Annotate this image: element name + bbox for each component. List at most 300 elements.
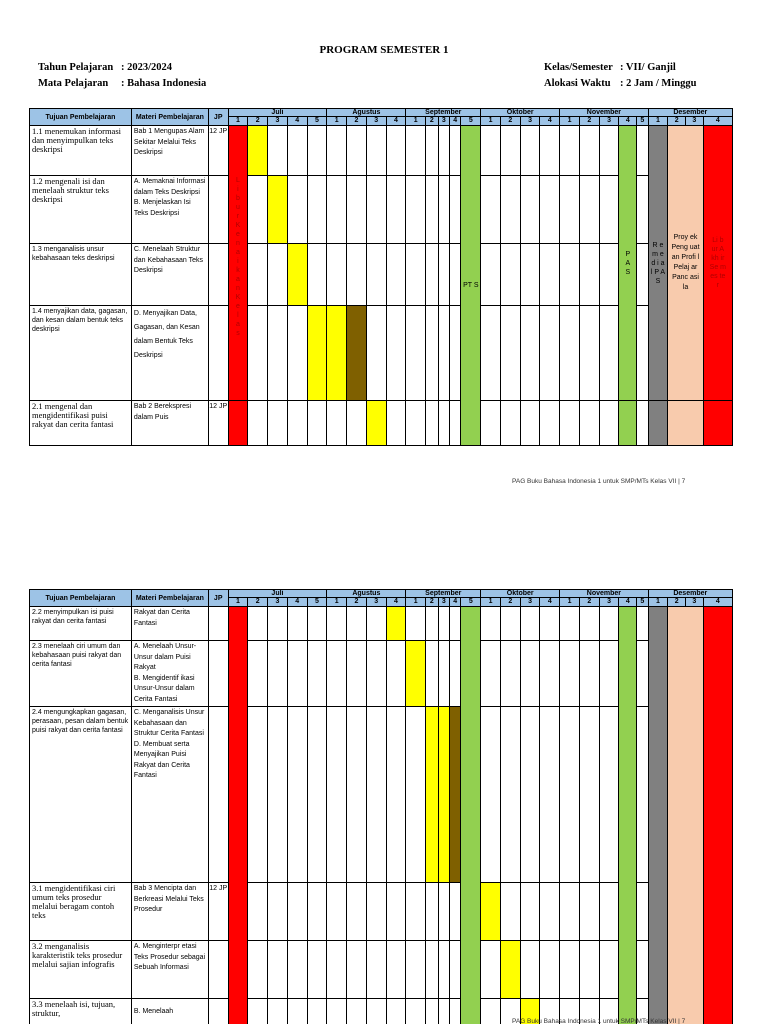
empty-cell	[406, 999, 426, 1024]
empty-cell	[287, 306, 307, 401]
week-cell: 3	[268, 598, 288, 607]
header-month-agustus: Agustus	[327, 109, 406, 117]
jp-cell	[208, 999, 228, 1024]
empty-cell	[540, 126, 560, 176]
empty-cell	[248, 707, 268, 883]
empty-cell	[307, 401, 327, 446]
empty-cell	[406, 607, 426, 641]
empty-cell	[248, 401, 268, 446]
empty-cell	[406, 126, 426, 176]
empty-cell	[450, 176, 461, 244]
week-cell: 3	[599, 598, 619, 607]
empty-cell	[366, 707, 386, 883]
assessment-cell	[347, 306, 367, 401]
header-month-september: September	[406, 590, 481, 598]
week-cell: 1	[327, 117, 347, 126]
empty-cell	[481, 707, 501, 883]
empty-cell	[637, 126, 648, 176]
activity-cell	[248, 126, 268, 176]
empty-cell	[637, 306, 648, 401]
empty-cell	[481, 126, 501, 176]
week-cell: 4	[386, 598, 406, 607]
empty-cell	[386, 244, 406, 306]
empty-cell	[327, 126, 347, 176]
week-cell: 3	[520, 598, 540, 607]
empty-cell	[426, 941, 438, 999]
empty-cell	[406, 707, 426, 883]
empty-cell	[406, 176, 426, 244]
empty-cell	[287, 999, 307, 1024]
empty-cell	[426, 126, 438, 176]
jp-cell	[208, 707, 228, 883]
empty-cell	[520, 244, 540, 306]
jp-cell	[208, 306, 228, 401]
week-cell: 3	[520, 117, 540, 126]
empty-cell	[637, 883, 648, 941]
empty-cell	[520, 883, 540, 941]
week-cell: 1	[648, 117, 668, 126]
activity-cell	[406, 641, 426, 707]
empty-cell	[366, 941, 386, 999]
header-month-desember: Desember	[648, 590, 732, 598]
empty-cell	[481, 941, 501, 999]
header-tujuan: Tujuan Pembelajaran	[30, 109, 132, 126]
libur-kenaikan-cell: L i b u r K e n a i k a n K e l a s	[228, 126, 248, 401]
empty-cell	[560, 244, 580, 306]
empty-cell	[450, 607, 461, 641]
empty-cell	[481, 641, 501, 707]
empty-cell	[386, 306, 406, 401]
empty-cell	[450, 126, 461, 176]
empty-cell	[366, 999, 386, 1024]
header-month-november: November	[560, 109, 648, 117]
empty-cell	[366, 306, 386, 401]
empty-cell	[560, 126, 580, 176]
empty-cell	[347, 707, 367, 883]
empty-cell	[406, 401, 426, 446]
empty-cell	[366, 176, 386, 244]
empty-cell	[366, 883, 386, 941]
mp-cell: B. Menelaah	[131, 999, 208, 1024]
empty-cell	[406, 244, 426, 306]
table-row	[30, 126, 733, 176]
empty-cell	[579, 707, 599, 883]
week-cell: 3	[686, 117, 704, 126]
week-cell: 4	[386, 117, 406, 126]
empty-cell	[327, 999, 347, 1024]
empty-cell	[268, 244, 288, 306]
empty-cell	[327, 883, 347, 941]
empty-cell	[268, 941, 288, 999]
week-cell: 2	[579, 117, 599, 126]
activity-cell	[438, 707, 449, 883]
empty-cell	[307, 999, 327, 1024]
empty-cell	[347, 883, 367, 941]
empty-cell	[540, 176, 560, 244]
week-cell: 1	[560, 117, 580, 126]
week-cell: 5	[637, 598, 648, 607]
empty-cell	[268, 999, 288, 1024]
empty-cell	[579, 941, 599, 999]
libur-akhir-cell	[703, 401, 732, 446]
week-cell: 3	[366, 598, 386, 607]
empty-cell	[520, 306, 540, 401]
mp-cell: Bab 1 Mengupas Alam Sekitar Melalui Teks Deskripsi	[131, 126, 208, 176]
empty-cell	[540, 607, 560, 641]
empty-cell	[287, 176, 307, 244]
empty-cell	[386, 176, 406, 244]
empty-cell	[500, 883, 520, 941]
schedule-table-1	[29, 108, 733, 446]
week-cell: 2	[248, 117, 268, 126]
week-cell: 4	[703, 117, 732, 126]
page-title: PROGRAM SEMESTER 1	[319, 44, 449, 56]
empty-cell	[347, 641, 367, 707]
empty-cell	[481, 607, 501, 641]
empty-cell	[500, 176, 520, 244]
empty-cell	[579, 883, 599, 941]
jp-cell	[208, 607, 228, 641]
empty-cell	[450, 883, 461, 941]
week-cell: 3	[438, 117, 449, 126]
empty-cell	[637, 941, 648, 999]
empty-cell	[540, 941, 560, 999]
empty-cell	[406, 883, 426, 941]
week-cell: 4	[619, 598, 637, 607]
header-month-oktober: Oktober	[481, 590, 560, 598]
libur-cell	[228, 607, 248, 1024]
empty-cell	[450, 244, 461, 306]
mp-cell: A. Menginterpr etasi Teks Prosedur sebagai Sebuah Informasi	[131, 941, 208, 999]
remedial-cell	[648, 607, 668, 1024]
activity-cell	[327, 306, 347, 401]
empty-cell	[426, 641, 438, 707]
empty-cell	[386, 401, 406, 446]
week-cell: 4	[287, 598, 307, 607]
empty-cell	[386, 941, 406, 999]
week-cell: 1	[228, 117, 248, 126]
week-cell: 4	[287, 117, 307, 126]
week-cell: 4	[619, 117, 637, 126]
empty-cell	[637, 244, 648, 306]
jp-cell: 12 JP	[208, 401, 228, 446]
empty-cell	[366, 607, 386, 641]
week-cell: 5	[307, 598, 327, 607]
week-cell: 2	[579, 598, 599, 607]
activity-cell	[500, 941, 520, 999]
empty-cell	[579, 607, 599, 641]
empty-cell	[560, 707, 580, 883]
empty-cell	[599, 244, 619, 306]
activity-cell	[287, 244, 307, 306]
empty-cell	[438, 883, 449, 941]
empty-cell	[540, 401, 560, 446]
empty-cell	[386, 999, 406, 1024]
empty-cell	[438, 641, 449, 707]
header-month-desember: Desember	[648, 109, 732, 117]
jp-cell	[208, 641, 228, 707]
empty-cell	[481, 306, 501, 401]
empty-cell	[268, 126, 288, 176]
header-jp: JP	[208, 590, 228, 607]
week-cell: 1	[560, 598, 580, 607]
empty-cell	[347, 401, 367, 446]
jp-cell	[208, 941, 228, 999]
empty-cell	[637, 176, 648, 244]
tp-cell: 3.2 menganalisis karakteristik teks prosedur melalui sajian infografis	[30, 941, 132, 999]
proyek-cell	[668, 607, 703, 1024]
mp-cell: D. Menyajikan Data, Gagasan, dan Kesan dalam Bentuk Teks Deskripsi	[131, 306, 208, 401]
empty-cell	[327, 607, 347, 641]
mp-cell: Bab 3 Mencipta dan Berkreasi Melalui Teks Prosedur	[131, 883, 208, 941]
empty-cell	[481, 244, 501, 306]
tahun-label: Tahun Pelajaran	[38, 62, 114, 73]
libur-akhir-cell: Li b ur A kh ir Se m es te r	[703, 126, 732, 401]
empty-cell	[500, 707, 520, 883]
empty-cell	[248, 607, 268, 641]
empty-cell	[327, 401, 347, 446]
pts-cell	[461, 607, 481, 1024]
empty-cell	[599, 641, 619, 707]
remedial-cell: R e m e d i a l P A S	[648, 126, 668, 401]
week-cell: 4	[703, 598, 732, 607]
empty-cell	[307, 126, 327, 176]
week-cell: 5	[637, 117, 648, 126]
empty-cell	[438, 607, 449, 641]
empty-cell	[599, 126, 619, 176]
remedial-cell	[648, 401, 668, 446]
assessment-cell	[450, 707, 461, 883]
empty-cell	[540, 707, 560, 883]
empty-cell	[599, 707, 619, 883]
pas-cell	[619, 607, 637, 1024]
empty-cell	[481, 401, 501, 446]
alokasi-label: Alokasi Waktu	[544, 78, 611, 89]
empty-cell	[426, 607, 438, 641]
empty-cell	[366, 244, 386, 306]
jp-cell: 12 JP	[208, 883, 228, 941]
week-cell: 2	[347, 117, 367, 126]
empty-cell	[560, 607, 580, 641]
week-cell: 1	[406, 117, 426, 126]
empty-cell	[560, 306, 580, 401]
activity-cell	[386, 607, 406, 641]
header-materi: Materi Pembelajaran	[131, 109, 208, 126]
empty-cell	[540, 244, 560, 306]
empty-cell	[599, 176, 619, 244]
empty-cell	[406, 941, 426, 999]
empty-cell	[450, 999, 461, 1024]
week-cell: 3	[438, 598, 449, 607]
empty-cell	[307, 641, 327, 707]
mapel-value: : Bahasa Indonesia	[121, 78, 207, 89]
empty-cell	[438, 941, 449, 999]
mp-cell: Bab 2 Berekspresi dalam Puis	[131, 401, 208, 446]
empty-cell	[287, 401, 307, 446]
empty-cell	[248, 176, 268, 244]
empty-cell	[450, 306, 461, 401]
empty-cell	[540, 306, 560, 401]
empty-cell	[307, 607, 327, 641]
kelas-label: Kelas/Semester	[544, 62, 613, 73]
empty-cell	[248, 306, 268, 401]
empty-cell	[287, 941, 307, 999]
empty-cell	[520, 641, 540, 707]
empty-cell	[579, 401, 599, 446]
empty-cell	[347, 244, 367, 306]
empty-cell	[481, 176, 501, 244]
empty-cell	[426, 306, 438, 401]
empty-cell	[426, 244, 438, 306]
empty-cell	[637, 707, 648, 883]
empty-cell	[386, 126, 406, 176]
activity-cell	[268, 176, 288, 244]
week-cell: 4	[540, 598, 560, 607]
empty-cell	[450, 401, 461, 446]
empty-cell	[599, 306, 619, 401]
week-cell: 4	[450, 598, 461, 607]
week-cell: 2	[426, 598, 438, 607]
pts-cell: PT S	[461, 126, 481, 446]
week-cell: 2	[347, 598, 367, 607]
week-cell: 3	[268, 117, 288, 126]
empty-cell	[579, 641, 599, 707]
header-materi: Materi Pembelajaran	[131, 590, 208, 607]
header-month-november: November	[560, 590, 648, 598]
empty-cell	[438, 401, 449, 446]
empty-cell	[268, 401, 288, 446]
empty-cell	[637, 607, 648, 641]
tp-cell: 2.3 menelaah ciri umum dan kebahasaan puisi rakyat dan cerita fantasi	[30, 641, 132, 707]
header-month-oktober: Oktober	[481, 109, 560, 117]
meta-left	[38, 60, 206, 92]
kelas-value: : VII/ Ganjil	[620, 62, 676, 73]
week-cell: 1	[228, 598, 248, 607]
week-cell: 2	[426, 117, 438, 126]
empty-cell	[426, 401, 438, 446]
empty-cell	[347, 941, 367, 999]
empty-cell	[560, 941, 580, 999]
week-cell: 2	[668, 117, 686, 126]
proyek-cell: Proy ek Peng uatan Profi l Pelaj ar Panc asila	[668, 126, 703, 401]
empty-cell	[347, 999, 367, 1024]
jp-cell	[208, 244, 228, 306]
libur-cell	[228, 401, 248, 446]
empty-cell	[327, 941, 347, 999]
header-month-september: September	[406, 109, 481, 117]
tp-cell: 2.4 mengungkapkan gagasan, perasaan, pesan dalam bentuk puisi rakyat dan cerita fantasi	[30, 707, 132, 883]
empty-cell	[248, 999, 268, 1024]
week-cell: 2	[500, 117, 520, 126]
header-month-agustus: Agustus	[327, 590, 406, 598]
empty-cell	[248, 941, 268, 999]
empty-cell	[599, 607, 619, 641]
pas-cell	[619, 401, 637, 446]
tp-cell: 2.2 menyimpulkan isi puisi rakyat dan cerita fantasi	[30, 607, 132, 641]
empty-cell	[248, 641, 268, 707]
empty-cell	[307, 176, 327, 244]
activity-cell	[366, 401, 386, 446]
jp-cell	[208, 176, 228, 244]
empty-cell	[347, 607, 367, 641]
empty-cell	[347, 176, 367, 244]
proyek-cell	[668, 401, 703, 446]
activity-cell	[426, 707, 438, 883]
tp-cell: 1.3 menganalisis unsur kebahasaan teks deskripsi	[30, 244, 132, 306]
mapel-label: Mata Pelajaran	[38, 78, 109, 89]
week-cell: 2	[500, 598, 520, 607]
activity-cell	[307, 306, 327, 401]
empty-cell	[520, 941, 540, 999]
empty-cell	[500, 607, 520, 641]
footer-page-2: PAG Buku Bahasa Indonesia 1 untuk SMP/MTs Kelas VII | 7	[512, 1018, 686, 1024]
empty-cell	[386, 883, 406, 941]
empty-cell	[500, 306, 520, 401]
week-cell: 5	[307, 117, 327, 126]
mp-cell: C. Menelaah Struktur dan Kebahasaan Teks Deskripsi	[131, 244, 208, 306]
empty-cell	[248, 244, 268, 306]
alokasi-value: : 2 Jam / Minggu	[620, 78, 697, 89]
empty-cell	[307, 244, 327, 306]
empty-cell	[540, 883, 560, 941]
empty-cell	[520, 126, 540, 176]
empty-cell	[386, 641, 406, 707]
schedule-table-2	[29, 589, 733, 1024]
header-month-juli: Juli	[228, 590, 327, 598]
empty-cell	[307, 941, 327, 999]
header-tujuan: Tujuan Pembelajaran	[30, 590, 132, 607]
week-cell: 3	[599, 117, 619, 126]
empty-cell	[500, 641, 520, 707]
pas-cell: P A S	[619, 126, 637, 401]
week-cell: 1	[481, 598, 501, 607]
empty-cell	[637, 641, 648, 707]
empty-cell	[268, 306, 288, 401]
tp-cell: 1.2 mengenali isi dan menelaah struktur teks deskripsi	[30, 176, 132, 244]
empty-cell	[366, 641, 386, 707]
empty-cell	[426, 999, 438, 1024]
empty-cell	[579, 244, 599, 306]
empty-cell	[386, 707, 406, 883]
empty-cell	[500, 401, 520, 446]
empty-cell	[327, 244, 347, 306]
week-cell: 4	[450, 117, 461, 126]
libur-akhir-cell	[703, 607, 732, 1024]
empty-cell	[287, 126, 307, 176]
week-cell: 4	[540, 117, 560, 126]
empty-cell	[540, 641, 560, 707]
empty-cell	[438, 126, 449, 176]
empty-cell	[248, 883, 268, 941]
empty-cell	[438, 176, 449, 244]
table-row	[30, 607, 733, 641]
empty-cell	[307, 883, 327, 941]
empty-cell	[520, 176, 540, 244]
tp-cell: 3.3 menelaah isi, tujuan, struktur,	[30, 999, 132, 1024]
empty-cell	[560, 883, 580, 941]
empty-cell	[268, 883, 288, 941]
header-jp: JP	[208, 109, 228, 126]
empty-cell	[637, 401, 648, 446]
tp-cell: 1.4 menyajikan data, gagasan, dan kesan dalam bentuk teks deskripsi	[30, 306, 132, 401]
week-cell: 1	[481, 117, 501, 126]
empty-cell	[327, 707, 347, 883]
empty-cell	[579, 176, 599, 244]
empty-cell	[307, 707, 327, 883]
tp-cell: 3.1 mengidentifikasi ciri umum teks prosedur melalui beragam contoh teks	[30, 883, 132, 941]
empty-cell	[327, 176, 347, 244]
jp-cell: 12 JP	[208, 126, 228, 176]
